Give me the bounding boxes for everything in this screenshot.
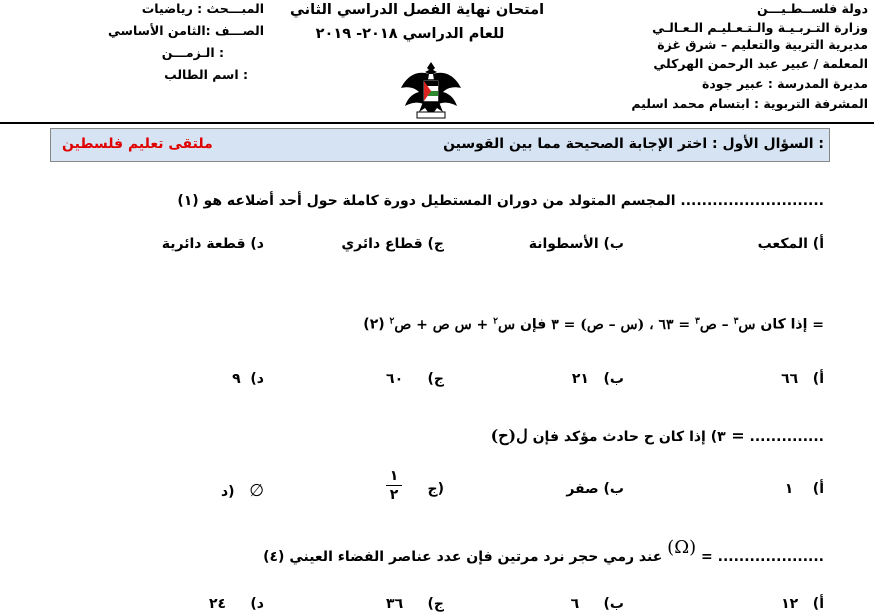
- subject-field: المبـــحث : رياضيات: [141, 1, 264, 16]
- q1-option-d: د) قطعة دائرية: [161, 236, 264, 252]
- q2-option-c: ج) ٦٠: [386, 371, 444, 387]
- q3-option-b: ب) صفر: [566, 481, 624, 497]
- time-field: الـزمـــن :: [161, 45, 224, 60]
- header-teacher: المعلمة / عبير عبد الرحمن الهركلي: [653, 56, 868, 71]
- q3-option-c-fraction: ١ ٢: [386, 468, 402, 503]
- q4-option-a: أ) ١٢: [781, 596, 824, 612]
- q2-option-b: ب) ٢١: [571, 371, 624, 387]
- q1-option-b: ب) الأسطوانة: [528, 236, 624, 252]
- header-country: دولة فلســطـيـــن: [757, 1, 868, 16]
- header-directorate: مديرية التربية والتعليم – شرق غزة: [657, 37, 868, 52]
- q1-option-a: أ) المكعب: [757, 236, 824, 252]
- header-supervisor: المشرفة التربوية : ابتسام محمد اسليم: [631, 96, 868, 111]
- palestine-eagle-emblem: [399, 58, 463, 120]
- site-credit: ملتقى تعليم فلسطين: [62, 136, 213, 152]
- section-title: السؤال الأول : اختر الإجابة الصحيحة مما بين القوسين :: [443, 136, 824, 152]
- exam-title: امتحان نهاية الفصل الدراسي الثاني: [290, 2, 545, 18]
- q3-option-c-label: ج): [427, 481, 444, 497]
- q4-option-d: د) ٢٤: [208, 596, 264, 612]
- header-principal: مديرة المدرسة : عبير جودة: [701, 76, 868, 91]
- q4-option-b: ب) ٦: [570, 596, 624, 612]
- question-2-text: (٢) إذا كان س$^٣$ – ص$^٣$ = ٦٣ ، (س – ص) = ٣ فإن س$^٢$ + س ص + ص$^٢$ =: [363, 316, 824, 333]
- question-3-text: ٣) إذا كان ح حادث مؤكد فإن ل(ح) = ..............: [490, 426, 824, 445]
- q3-option-d: د) ∅: [220, 481, 264, 501]
- q1-option-c: ج) قطاع دائري: [341, 236, 444, 252]
- grade-field: الصـــف :الثامن الأساسي: [108, 23, 264, 38]
- question-4-text: (٤) عند رمي حجر نرد مرتين فإن عدد عناصر الفضاء العيني (Ω) = ....................: [263, 537, 824, 565]
- q2-option-a: أ) ٦٦: [781, 371, 824, 387]
- q3-option-a: أ) ١: [784, 481, 824, 497]
- q2-option-d: د) ٩: [232, 371, 264, 387]
- student-name-field: اسم الطالب :: [164, 67, 248, 82]
- exam-year: للعام الدراسي ٢٠١٨- ٢٠١٩: [315, 26, 505, 42]
- q4-option-c: ج) ٣٦: [386, 596, 444, 612]
- header-ministry: وزارة التـربـيـة والـتـعـليـم الـعـالـي: [652, 20, 868, 35]
- header-divider: [0, 122, 874, 124]
- question-1-text: (١) المجسم المتولد من دوران المستطيل دورة كاملة حول أحد أضلاعه هو ...........................: [177, 193, 824, 209]
